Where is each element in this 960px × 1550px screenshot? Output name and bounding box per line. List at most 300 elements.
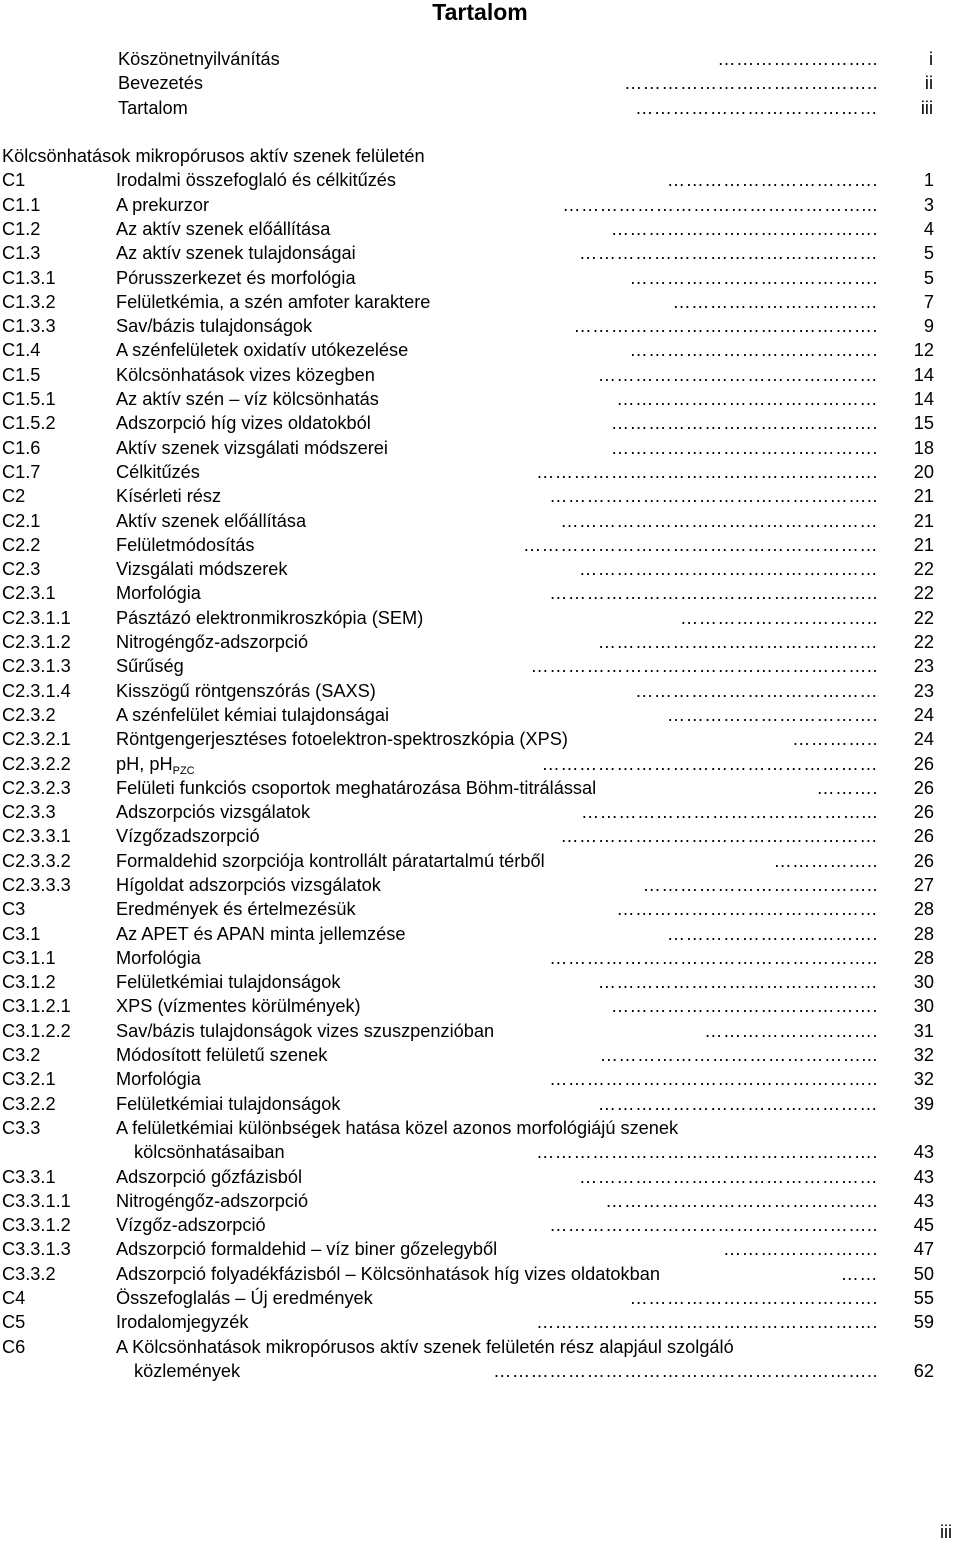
entry-number: C2.3.1.4 xyxy=(2,680,71,701)
entry-label-text: A felületkémiai különbségek hatása közel azonos morfológiájú szenek xyxy=(116,1117,679,1138)
entry-label-text: Felületkémia, a szén amfoter karaktere xyxy=(116,291,431,312)
entry-label xyxy=(116,1262,660,1286)
entry-label xyxy=(116,1092,340,1116)
entry-label-continued: kölcsönhatásaiban xyxy=(134,1142,285,1163)
dot-leader: …………………………………. xyxy=(629,267,878,288)
entry-label-text: Az aktív szén – víz kölcsönhatás xyxy=(116,389,379,410)
toc-entry xyxy=(0,1213,960,1237)
toc-entry xyxy=(0,1067,960,1091)
entry-label xyxy=(116,436,388,460)
entry-page-number: 18 xyxy=(913,437,934,458)
entry-label-text: Az APET és APAN minta jellemzése xyxy=(116,923,406,944)
toc-entry xyxy=(0,606,960,630)
dot-leader: ……………………………………… xyxy=(597,972,878,993)
entry-label-text: Az aktív szenek tulajdonságai xyxy=(116,243,356,264)
entry-number: C3.3.1 xyxy=(2,1166,56,1187)
entry-number: C1.3.1 xyxy=(2,267,56,288)
entry-label-text: Adszorpció gőzfázisból xyxy=(116,1166,303,1187)
dot-leader: ………….. xyxy=(792,729,878,750)
entry-number: C1.5.1 xyxy=(2,389,56,410)
dot-leader: …………………………………………………….. xyxy=(493,1360,878,1381)
entry-label xyxy=(116,241,356,265)
entry-label-text: Aktív szenek előállítása xyxy=(116,510,307,531)
entry-page-number: 12 xyxy=(913,340,934,361)
toc-entry xyxy=(0,1286,960,1310)
toc-entry xyxy=(0,1019,960,1043)
dot-leader: ………………………………… xyxy=(635,680,878,701)
entry-label-text: Vizsgálati módszerek xyxy=(116,559,288,580)
entry-page-number: 47 xyxy=(913,1239,934,1260)
entry-label-text: Adszorpció formaldehid – víz biner gőzelegyből xyxy=(116,1239,498,1260)
entry-label-text: Kísérleti rész xyxy=(116,486,222,507)
entry-page-number: 27 xyxy=(913,874,934,895)
entry-page-number: 62 xyxy=(913,1360,934,1381)
entry-label-text: Sav/bázis tulajdonságok vizes szuszpenzióban xyxy=(116,1020,495,1041)
toc-entry xyxy=(0,436,960,460)
entry-number: C3.3.1.3 xyxy=(2,1239,71,1260)
entry-page-number: 20 xyxy=(913,461,934,482)
dot-leader: …………………………… xyxy=(672,291,878,312)
entry-label-text: Pórusszerkezet és morfológia xyxy=(116,267,356,288)
entry-label xyxy=(116,849,545,873)
entry-label xyxy=(116,411,371,435)
toc-entry xyxy=(0,654,960,678)
entry-label xyxy=(116,168,396,192)
section-heading-text: Kölcsönhatások mikropórusos aktív szenek felületén xyxy=(2,146,425,167)
entry-label-text: Vízgőz-adszorpció xyxy=(116,1215,266,1236)
toc-entry xyxy=(0,484,960,508)
entry-number: C4 xyxy=(2,1288,26,1309)
entry-number: C2.3.1.2 xyxy=(2,632,71,653)
dot-leader: ……………………………. xyxy=(666,704,878,725)
entry-label-text: Felületi funkciós csoportok meghatározása Böhm-titrálással xyxy=(116,777,597,798)
entry-page-number: 15 xyxy=(913,413,934,434)
entry-number: C3.1.2.1 xyxy=(2,996,71,1017)
entry-page-number: 31 xyxy=(913,1020,934,1041)
entry-page-number: 26 xyxy=(913,753,934,774)
entry-number: C1.4 xyxy=(2,340,41,361)
dot-leader: …………………………………….. xyxy=(605,1190,878,1211)
toc-entry xyxy=(0,290,960,314)
entry-label-text: Irodalomjegyzék xyxy=(116,1312,249,1333)
entry-page-number: 28 xyxy=(913,947,934,968)
entry-page-number: 30 xyxy=(913,996,934,1017)
dot-leader: ……………………………………. xyxy=(610,996,878,1017)
toc-entry xyxy=(0,581,960,605)
entry-label-text: A szénfelület kémiai tulajdonságai xyxy=(116,704,389,725)
entry-page-number: 22 xyxy=(913,583,934,604)
toc-entry xyxy=(0,509,960,533)
entry-number: C1.3.2 xyxy=(2,291,56,312)
entry-number: C1.1 xyxy=(2,194,41,215)
entry-number: C2.3.1.3 xyxy=(2,656,71,677)
dot-leader: …… xyxy=(840,1263,878,1284)
entry-page-number: 24 xyxy=(913,704,934,725)
toc-entry xyxy=(0,314,960,338)
toc-entry xyxy=(0,970,960,994)
entry-number: C1 xyxy=(2,170,26,191)
entry-label xyxy=(116,266,356,290)
entry-label-text: Morfológia xyxy=(116,583,201,604)
entry-label-text: XPS (vízmentes körülmények) xyxy=(116,996,361,1017)
toc-entry xyxy=(0,411,960,435)
toc-entry xyxy=(0,266,960,290)
dot-leader: ………………………………………... xyxy=(581,802,878,823)
dot-leader: ……………………………………. xyxy=(610,413,878,434)
entry-number: C1.7 xyxy=(2,461,41,482)
toc-entry xyxy=(0,1116,960,1165)
dot-leader: …………………………………………… xyxy=(560,510,878,531)
entry-label-continued: közlemények xyxy=(134,1360,241,1381)
entry-label xyxy=(116,363,375,387)
toc-entry xyxy=(0,1237,960,1261)
entry-label-text: Célkitűzés xyxy=(116,461,200,482)
dot-leader: ………………………………………………… xyxy=(522,534,878,555)
entry-number: C3.2.1 xyxy=(2,1069,56,1090)
entry-number: C2.3.3 xyxy=(2,802,56,823)
dot-leader: ……………………………………… xyxy=(597,632,878,653)
entry-label xyxy=(116,727,568,751)
entry-label-text: Adszorpció folyadékfázisból – Kölcsönhatások híg vizes oldatokban xyxy=(116,1263,660,1284)
entry-label xyxy=(116,217,330,241)
dot-leader: ………………………………….. xyxy=(623,73,878,94)
entry-label-text: Morfológia xyxy=(116,947,201,968)
entry-page-number: 50 xyxy=(913,1263,934,1284)
entry-label-text: Módosított felületű szenek xyxy=(116,1045,328,1066)
toc-entry xyxy=(0,1043,960,1067)
toc-entry xyxy=(0,533,960,557)
toc-intro-entry xyxy=(0,71,960,95)
dot-leader: …………………………………… xyxy=(616,389,878,410)
entry-label xyxy=(116,800,310,824)
entry-label xyxy=(116,1116,678,1140)
entry-label xyxy=(116,776,596,800)
toc-intro-entry xyxy=(0,47,960,71)
entry-label-text: Röntgengerjesztéses fotoelektron-spektroszkópia (XPS) xyxy=(116,729,568,750)
dot-leader: …………………………………………….. xyxy=(549,486,878,507)
entry-label-text: Összefoglalás – Új eredmények xyxy=(116,1288,373,1309)
dot-leader: ……………………………………………… xyxy=(541,753,878,774)
entry-label xyxy=(116,1067,201,1091)
dot-leader: …………………………………………….. xyxy=(549,583,878,604)
entry-label-text: Sűrűség xyxy=(116,656,184,677)
entry-label xyxy=(116,193,209,217)
entry-page-number: 5 xyxy=(923,267,934,288)
dot-leader: ………………………………………… xyxy=(579,559,878,580)
toc-entry xyxy=(0,824,960,848)
toc-entry xyxy=(0,460,960,484)
entry-page-number: 28 xyxy=(913,899,934,920)
entry-label xyxy=(116,1043,327,1067)
dot-leader: ……………………………………… xyxy=(597,1093,878,1114)
entry-page-number: 14 xyxy=(913,364,934,385)
entry-page-number: 43 xyxy=(913,1190,934,1211)
entry-label-text: pH, pH xyxy=(116,753,173,774)
dot-leader: ………………………….. xyxy=(680,607,878,628)
toc-entry xyxy=(0,679,960,703)
entry-label xyxy=(116,630,308,654)
toc-entry xyxy=(0,752,960,776)
toc-entry xyxy=(0,1310,960,1334)
dot-leader: ………. xyxy=(816,777,878,798)
entry-label-text: Sav/bázis tulajdonságok xyxy=(116,316,313,337)
dot-leader: ………………………………………… xyxy=(579,1166,878,1187)
entry-label-text: Formaldehid szorpciója kontrollált páratartalmú térből xyxy=(116,850,545,871)
entry-page-number: 26 xyxy=(913,802,934,823)
entry-page-number: 28 xyxy=(913,923,934,944)
dot-leader: …………………………………………….. xyxy=(549,1215,878,1236)
entry-label-text: Felületmódosítás xyxy=(116,534,255,555)
entry-label xyxy=(116,922,405,946)
entry-label xyxy=(116,338,408,362)
entry-page-number: ii xyxy=(924,73,933,94)
toc-entry xyxy=(0,363,960,387)
dot-leader: ………………………………………………. xyxy=(536,1142,878,1163)
entry-page-number: 30 xyxy=(913,972,934,993)
entry-label-text: Nitrogéngőz-adszorpció xyxy=(116,632,309,653)
entry-page-number: 22 xyxy=(913,632,934,653)
entry-label-text: Adszorpció híg vizes oldatokból xyxy=(116,413,371,434)
entry-label-text: A prekurzor xyxy=(116,194,209,215)
entry-label xyxy=(116,654,184,678)
entry-label xyxy=(116,873,381,897)
entry-number: C3.2 xyxy=(2,1045,41,1066)
entry-page-number: 3 xyxy=(923,194,934,215)
entry-number: C2 xyxy=(2,486,26,507)
entry-page-number: 9 xyxy=(923,316,934,337)
entry-page-number: 7 xyxy=(923,291,934,312)
entry-label-text: A szénfelületek oxidatív utókezelése xyxy=(116,340,409,361)
entry-page-number: 26 xyxy=(913,850,934,871)
entry-label-text: Az aktív szenek előállítása xyxy=(116,218,331,239)
dot-leader: …………….. xyxy=(773,850,878,871)
entry-page-number: 26 xyxy=(913,777,934,798)
dot-leader: …………………….. xyxy=(717,49,878,69)
entry-label xyxy=(116,509,306,533)
entry-page-number: 4 xyxy=(923,218,934,239)
toc-entry xyxy=(0,800,960,824)
entry-page-number: 39 xyxy=(913,1093,934,1114)
entry-label xyxy=(116,314,312,338)
entry-number: C2.2 xyxy=(2,534,41,555)
entry-label-text: Felületkémiai tulajdonságok xyxy=(116,972,341,993)
dot-leader: ……………………………. xyxy=(666,923,878,944)
entry-page-number: 55 xyxy=(913,1288,934,1309)
toc-entry xyxy=(0,1262,960,1286)
entry-label xyxy=(116,557,288,581)
dot-leader: ………………………. xyxy=(704,1020,878,1041)
dot-leader: …………………………………………….. xyxy=(549,1069,878,1090)
toc-entry xyxy=(0,241,960,265)
entry-label-text: Aktív szenek vizsgálati módszerei xyxy=(116,437,388,458)
entry-number: C2.3.2.1 xyxy=(2,729,71,750)
entry-number: C1.3 xyxy=(2,243,41,264)
entry-label xyxy=(116,946,201,970)
toc-entry xyxy=(0,703,960,727)
entry-number: C3.3.1.1 xyxy=(2,1190,71,1211)
toc-entry xyxy=(0,193,960,217)
entry-label xyxy=(116,970,340,994)
entry-label xyxy=(116,1019,494,1043)
entry-page-number: 14 xyxy=(913,389,934,410)
entry-page-number: 21 xyxy=(913,534,934,555)
entry-page-number: 23 xyxy=(913,680,934,701)
toc-entry xyxy=(0,922,960,946)
entry-page-number: 23 xyxy=(913,656,934,677)
entry-label-text: Morfológia xyxy=(116,1069,201,1090)
entry-number: C3.3 xyxy=(2,1117,41,1138)
entry-number: C2.3.1 xyxy=(2,583,56,604)
entry-label-text: Hígoldat adszorpciós vizsgálatok xyxy=(116,874,381,895)
entry-label: Köszönetnyilvánítás xyxy=(118,49,280,69)
entry-number: C1.5 xyxy=(2,364,41,385)
toc-entry xyxy=(0,387,960,411)
entry-page-number: 1 xyxy=(923,170,934,191)
entry-label xyxy=(116,387,379,411)
dot-leader: ………………………………………………. xyxy=(536,461,878,482)
entry-label-text: Kölcsönhatások vizes közegben xyxy=(116,364,375,385)
dot-leader: ………………………………………………. xyxy=(536,1312,878,1333)
entry-page-number: 32 xyxy=(913,1045,934,1066)
toc-entry xyxy=(0,217,960,241)
entry-number: C2.3.3.1 xyxy=(2,826,71,847)
entry-label-text: Vízgőzadszorpció xyxy=(116,826,260,847)
entry-label xyxy=(116,606,423,630)
toc-entry xyxy=(0,557,960,581)
entry-label xyxy=(116,533,255,557)
entry-page-number: 32 xyxy=(913,1069,934,1090)
entry-label-text: Kisszögű röntgenszórás (SAXS) xyxy=(116,680,376,701)
dot-leader: ………………………………………… xyxy=(579,243,878,264)
entry-number: C1.2 xyxy=(2,218,41,239)
page-title: Tartalom xyxy=(432,0,528,25)
entry-label xyxy=(116,752,195,776)
dot-leader: ……………………………….. xyxy=(642,874,878,895)
entry-page-number: 59 xyxy=(913,1312,934,1333)
toc-entry xyxy=(0,1165,960,1189)
entry-number: C2.3.2.2 xyxy=(2,753,71,774)
entry-page-number: 43 xyxy=(913,1166,934,1187)
toc-entry xyxy=(0,873,960,897)
entry-label xyxy=(116,679,376,703)
dot-leader: ……………………………………………….. xyxy=(530,656,878,677)
entry-page-number: iii xyxy=(920,97,933,118)
entry-label-text: A Kölcsönhatások mikropórusos aktív szenek felületén rész alapjául szolgáló xyxy=(116,1336,734,1357)
dot-leader: ……………………………. xyxy=(666,170,878,191)
toc-entry xyxy=(0,994,960,1018)
entry-number: C2.3.3.3 xyxy=(2,874,71,895)
table-of-contents xyxy=(0,47,960,1383)
entry-page-number: 43 xyxy=(913,1142,934,1163)
dot-leader: ……………………………………… xyxy=(597,364,878,385)
dot-leader: …………………………………………. xyxy=(573,316,878,337)
toc-intro-entry xyxy=(0,96,960,120)
entry-number: C3.1 xyxy=(2,923,41,944)
dot-leader: ………………………………… xyxy=(635,97,878,118)
entry-number: C1.6 xyxy=(2,437,41,458)
entry-number: C2.1 xyxy=(2,510,41,531)
entry-label-subscript: PZC xyxy=(172,764,195,777)
entry-label-text: Nitrogéngőz-adszorpció xyxy=(116,1190,309,1211)
entry-label xyxy=(116,1213,266,1237)
entry-label xyxy=(116,1165,302,1189)
entry-label xyxy=(116,824,260,848)
entry-page-number: 22 xyxy=(913,607,934,628)
entry-label xyxy=(116,1189,308,1213)
dot-leader: ……………………………………. xyxy=(610,218,878,239)
entry-label xyxy=(116,1237,497,1261)
toc-entry xyxy=(0,630,960,654)
entry-label-text: Irodalmi összefoglaló és célkitűzés xyxy=(116,170,397,191)
entry-number: C3.1.2 xyxy=(2,972,56,993)
entry-label-text: Felületkémiai tulajdonságok xyxy=(116,1093,341,1114)
entry-number: C6 xyxy=(2,1336,26,1357)
entry-number: C1.3.3 xyxy=(2,316,56,337)
dot-leader: …………………………………………….. xyxy=(549,947,878,968)
toc-entry xyxy=(0,1189,960,1213)
entry-label xyxy=(116,1286,373,1310)
toc-entry xyxy=(0,338,960,362)
toc-entry xyxy=(0,897,960,921)
entry-label xyxy=(116,897,356,921)
entry-number: C3.2.2 xyxy=(2,1093,56,1114)
entry-label xyxy=(116,994,361,1018)
toc-entry xyxy=(0,168,960,192)
entry-number: C2.3.1.1 xyxy=(2,607,71,628)
toc-entry xyxy=(0,1092,960,1116)
entry-label: Tartalom xyxy=(118,97,188,118)
section-heading xyxy=(0,144,960,168)
entry-number: C3.1.2.2 xyxy=(2,1020,71,1041)
dot-leader: …………………………………… xyxy=(616,899,878,920)
dot-leader: …………………………………………... xyxy=(562,194,878,215)
dot-leader: …………………………………. xyxy=(629,1288,878,1309)
entry-number: C5 xyxy=(2,1312,26,1333)
entry-number: C1.5.2 xyxy=(2,413,56,434)
entry-label-text: Adszorpciós vizsgálatok xyxy=(116,802,311,823)
entry-page-number: 26 xyxy=(913,826,934,847)
entry-label xyxy=(116,703,389,727)
entry-number: C3 xyxy=(2,899,26,920)
entry-number: C2.3.2.3 xyxy=(2,777,71,798)
dot-leader: ……………………………………. xyxy=(610,437,878,458)
entry-page-number: 21 xyxy=(913,510,934,531)
dot-leader: …………………………………………… xyxy=(560,826,878,847)
entry-number: C2.3.2 xyxy=(2,704,56,725)
toc-entry xyxy=(0,776,960,800)
dot-leader: ……………………. xyxy=(722,1239,878,1260)
entry-label xyxy=(116,290,430,314)
entry-label xyxy=(116,484,221,508)
entry-number: C3.3.2 xyxy=(2,1263,56,1284)
dot-leader: …………………………………. xyxy=(629,340,878,361)
entry-number: C2.3.3.2 xyxy=(2,850,71,871)
entry-label-text: Pásztázó elektronmikroszkópia (SEM) xyxy=(116,607,424,628)
entry-page-number: 21 xyxy=(913,486,934,507)
page-number: iii xyxy=(940,1522,952,1542)
dot-leader: ……………………………………... xyxy=(599,1045,878,1066)
toc-entry xyxy=(0,849,960,873)
entry-label xyxy=(116,1335,734,1359)
entry-label xyxy=(116,460,200,484)
entry-number: C3.3.1.2 xyxy=(2,1215,71,1236)
entry-number: C2.3 xyxy=(2,559,41,580)
entry-label xyxy=(116,581,201,605)
entry-page-number: i xyxy=(928,49,933,69)
entry-page-number: 24 xyxy=(913,729,934,750)
entry-page-number: 45 xyxy=(913,1215,934,1236)
entry-page-number: 22 xyxy=(913,559,934,580)
